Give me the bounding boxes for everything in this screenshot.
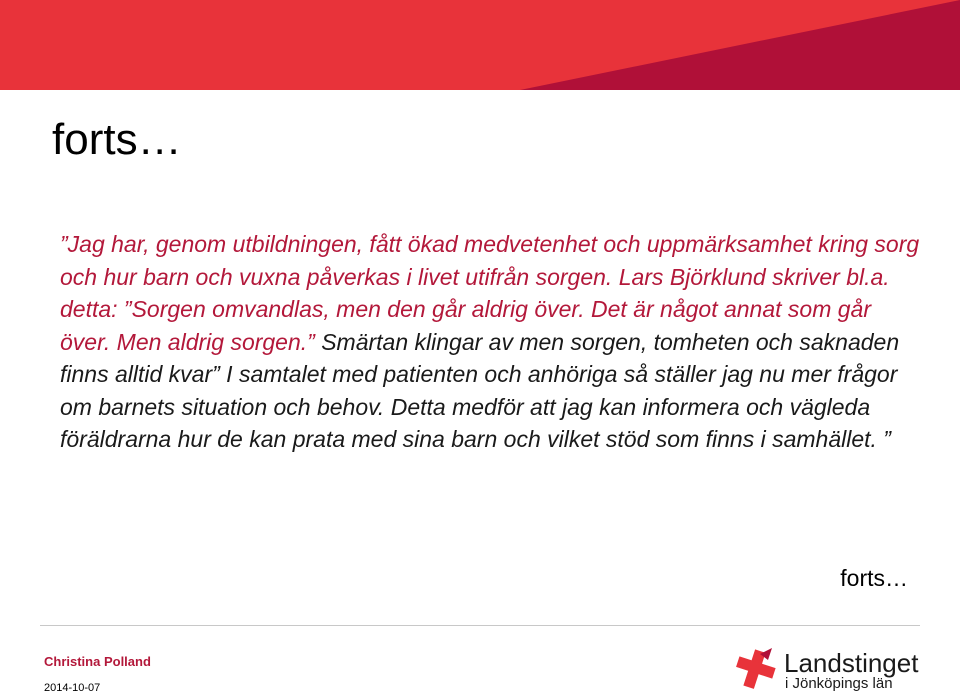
slide-title: forts… — [52, 115, 182, 164]
author-name: Christina Polland — [44, 654, 151, 669]
quote-part-1: ”Jag har, genom utbildningen, fått ökad medvetenhet och uppmärksamhet kring sorg och hur barn och vuxna påverkas i livet utifrån sorgen. Lars Björklund skriver bl.a. detta: ”Sorgen omvandlas, men den går aldrig över. Det är något annat som går över. Men aldrig sorgen.” — [60, 231, 920, 355]
header-banner — [0, 0, 960, 90]
slide-date: 2014-10-07 — [44, 682, 101, 694]
organization-logo — [734, 644, 934, 696]
logo-name: Landstinget — [784, 648, 919, 678]
logo-subtitle: i Jönköpings län — [785, 675, 893, 692]
footer-divider — [40, 625, 920, 626]
cross-logo-icon — [734, 646, 778, 692]
quote-part-2: Smärtan klingar av men sorgen, tomheten och saknaden finns alltid kvar” I samtalet med patienten och anhöriga så ställer jag nu mer frågor om barnets situation och behov. Detta medför att jag kan informera och vägleda föräldrarna hur de kan prata med sina barn och vilket stöd som finns i samhället. ” — [60, 328, 900, 452]
quote-paragraph — [60, 228, 920, 456]
continued-label: forts… — [840, 565, 908, 591]
